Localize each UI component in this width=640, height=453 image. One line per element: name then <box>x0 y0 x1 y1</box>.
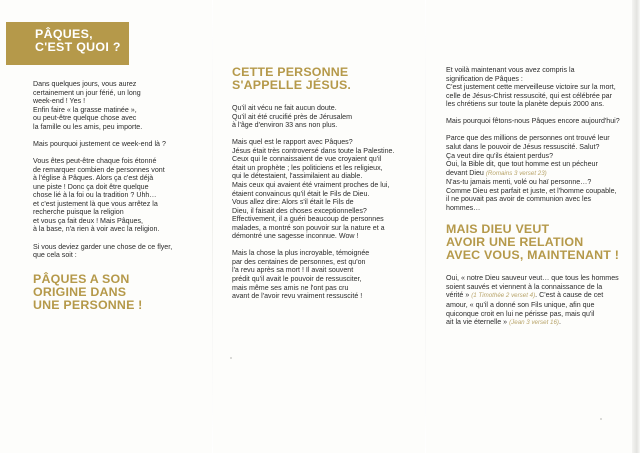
text-fragment: . C'est à cause de cet <box>535 291 604 300</box>
text-fragment: vérité » <box>446 291 470 300</box>
banner-line: C'EST QUOI ? <box>35 40 121 54</box>
text-line: Mais quel est le rapport avec Pâques? <box>232 138 353 147</box>
text-line: amour, « qu'il a donné son Fils unique, afin que <box>446 301 595 310</box>
paragraph <box>446 134 632 212</box>
text-line: Qu'il ait été crucifié près de Jérusalem <box>232 112 353 121</box>
text-line <box>446 291 632 301</box>
paragraph <box>33 80 213 131</box>
text-line: il ne pouvait pas avoir de communion avec les <box>446 195 592 204</box>
paragraph <box>33 140 213 149</box>
text-line: signification de Pâques : <box>446 74 523 83</box>
text-line: salut dans le pouvoir de Jésus ressuscité. Salut? <box>446 143 600 152</box>
text-line: à l'âge d'environ 33 ans non plus. <box>232 121 338 130</box>
heading-line: CETTE PERSONNE <box>232 65 349 79</box>
heading-line: ORIGINE DANS <box>33 284 127 299</box>
text-line: et c'est justement là que vous arrêtez la <box>33 199 158 208</box>
bible-reference: (Jean 3 verset 16) <box>509 319 559 327</box>
heading-line: S'APPELLE JÉSUS. <box>232 78 352 92</box>
heading-line: AVOIR UNE RELATION <box>446 235 584 250</box>
text-line: Mais pourquoi justement ce week-end là ? <box>33 139 166 148</box>
paragraph <box>33 157 213 234</box>
bible-reference: (1 Timothée 2 verset 4) <box>471 292 536 300</box>
text-line: de remarquer combien de personnes vont <box>33 165 165 174</box>
text-line: avant de l'avoir revu vraiment ressuscité ! <box>232 292 363 301</box>
text-fragment: . <box>558 318 561 327</box>
text-line: malades, a montré son pouvoir sur la nature et a <box>232 223 385 232</box>
text-line: Dieu, il faisait des choses exceptionnelles? <box>232 206 367 215</box>
text-line: recherche puisque la religion <box>33 208 124 217</box>
text-line: Effectivement, il a guéri beaucoup de personnes <box>232 215 384 224</box>
paragraph <box>446 117 632 126</box>
text-line: à l'église à Pâques. Alors ça c'est déjà <box>33 174 154 183</box>
scan-edge <box>632 0 640 453</box>
text-line: prédit qu'il avait le pouvoir de ressusciter, <box>232 275 362 284</box>
text-line: à la base, n'a rien à voir avec la religion. <box>33 225 160 234</box>
text-line: week-end ! Yes ! <box>33 97 86 106</box>
scan-speck <box>600 418 602 420</box>
column-right <box>446 66 632 328</box>
text-line: Ceux qui le connaissaient de vue croyaient qu'il <box>232 155 382 164</box>
paragraph <box>232 249 427 300</box>
text-line <box>446 169 632 179</box>
text-line: ou peut-être quelque chose avec <box>33 114 137 123</box>
text-line: Qu'il ait vécu ne fait aucun doute. <box>232 104 337 112</box>
text-line: par des centaines de personnes, est qu'on <box>232 257 366 266</box>
text-line: Oui, la Bible dit, que tout homme est un pécheur <box>446 160 598 169</box>
text-line: démontré une sagesse inconnue. Wow ! <box>232 232 359 241</box>
heading-line: UNE PERSONNE ! <box>33 297 143 312</box>
text-line: soient sauvés et viennent à la connaissance de la <box>446 282 603 291</box>
text-line: Mais pourquoi fêtons-nous Pâques encore aujourd'hui? <box>446 117 620 126</box>
paragraph <box>446 66 632 109</box>
text-line: Oui, « notre Dieu sauveur veut… que tous les hommes <box>446 274 619 283</box>
text-line <box>446 318 632 328</box>
paragraph <box>232 104 427 130</box>
text-line: étaient convaincus qu'il était le Fils de Dieu. <box>232 189 370 198</box>
paragraph <box>232 138 427 241</box>
text-line: Enfin faire « la grasse matinée », <box>33 105 137 114</box>
section-heading <box>446 223 632 262</box>
text-line: Mais la chose la plus incroyable, témoignée <box>232 249 370 258</box>
text-line: Si vous deviez garder une chose de ce flyer, <box>33 242 173 251</box>
bible-reference: (Romains 3 verset 23) <box>485 169 547 177</box>
text-line: mais même ses amis ne l'ont pas cru <box>232 283 349 292</box>
section-heading <box>33 273 213 312</box>
text-line: la famille ou les amis, peu importe. <box>33 122 143 131</box>
heading-line: PÂQUES A SON <box>33 271 130 286</box>
title-banner <box>6 22 129 65</box>
text-line: Jésus était très controversé dans toute la Palestine. <box>232 146 395 155</box>
paragraph <box>446 274 632 327</box>
text-fragment: ait la vie éternelle » <box>446 318 508 327</box>
text-line: C'est justement cette merveilleuse victoire sur la mort, <box>446 83 616 92</box>
paragraph <box>33 243 213 260</box>
text-line: N'as-tu jamais menti, volé ou haï personne…? <box>446 178 592 187</box>
text-line: qui le détestaient, l'assimilaient au diable. <box>232 172 363 181</box>
text-line: quiconque croit en lui ne périsse pas, mais qu'il <box>446 309 595 318</box>
section-heading <box>232 66 427 92</box>
text-line: Vous allez dire: Alors s'il était le Fils de <box>232 198 354 207</box>
heading-line: MAIS DIEU VEUT <box>446 222 550 237</box>
banner-line: PÂQUES, <box>35 27 93 41</box>
text-line: hommes… <box>446 203 481 212</box>
text-line: que cela soit : <box>33 251 77 260</box>
text-line: l'a revu après sa mort ! Il avait souvent <box>232 266 354 275</box>
text-line: et vous ça fait deux ! Mais Pâques, <box>33 216 144 225</box>
text-line: les chrétiens sur toute la planète depuis 2000 ans. <box>446 100 605 109</box>
text-line: Mais ceux qui avaient été vraiment proches de lui, <box>232 180 390 189</box>
column-left <box>33 80 213 312</box>
text-line: Comme Dieu est parfait et juste, et l'homme coupable, <box>446 186 617 195</box>
text-line: celle de Jésus-Christ ressuscité, qui est célébrée par <box>446 91 612 100</box>
text-line: une piste ! Donc ça doit être quelque <box>33 182 149 191</box>
heading-line: AVEC VOUS, MAINTENANT ! <box>446 248 620 263</box>
text-line: certainement un jour férié, un long <box>33 88 141 97</box>
text-line: était un prophète ; les politiciens et les religieux, <box>232 163 383 172</box>
scan-speck <box>230 357 232 359</box>
column-middle <box>232 66 427 301</box>
text-line: Vous êtes peut-être chaque fois étonné <box>33 157 157 166</box>
text-line: chose lié à la foi ou la tradition ? Uhh… <box>33 191 157 200</box>
text-line: Ça veut dire qu'ils étaient perdus? <box>446 151 554 160</box>
text-fragment: devant Dieu <box>446 168 484 177</box>
text-line: Et voilà maintenant vous avez compris la <box>446 66 575 74</box>
text-line: Parce que des millions de personnes ont trouvé leur <box>446 134 610 143</box>
text-line: Dans quelques jours, vous aurez <box>33 80 137 88</box>
